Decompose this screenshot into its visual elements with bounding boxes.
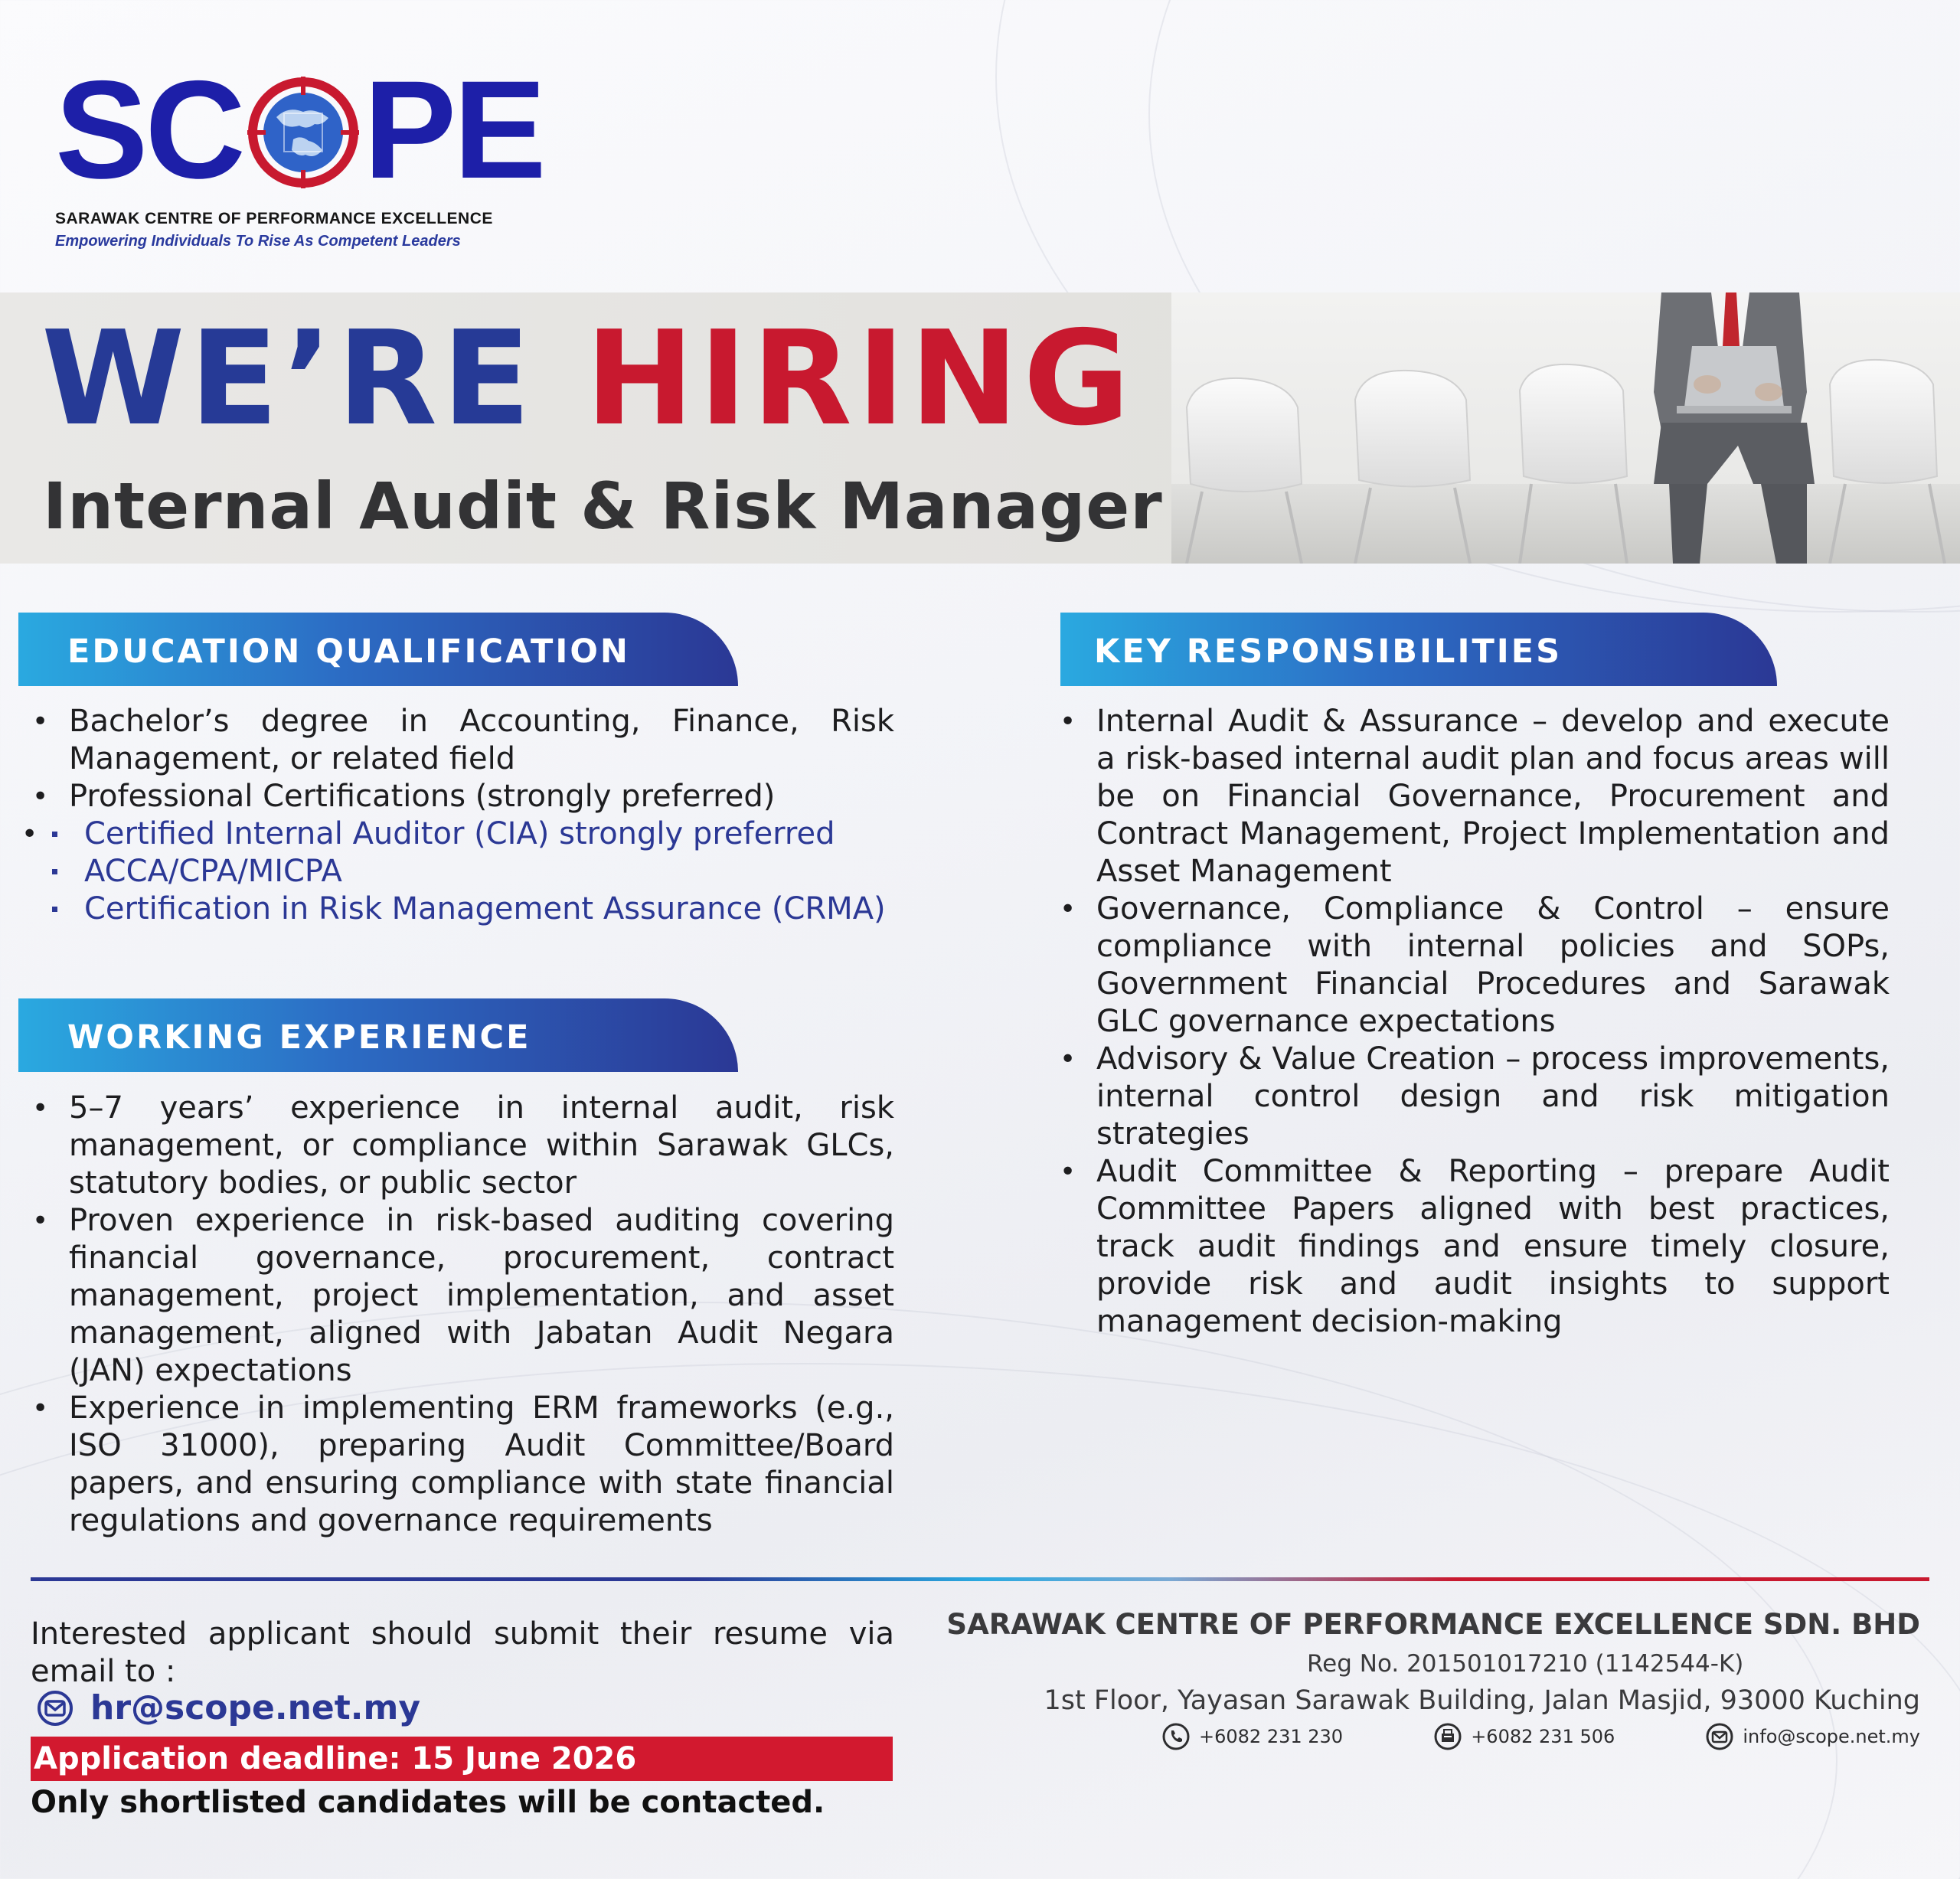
- experience-list: [21, 1090, 894, 1540]
- company-reg-no: Reg No. 201501017210 (1142544-K): [1307, 1650, 1744, 1678]
- apply-instructions: Interested applicant should submit their resume via email to :: [31, 1616, 894, 1689]
- logo-word-left: SC: [55, 51, 243, 208]
- sub-list-item: Certification in Risk Management Assurance (CRMA): [47, 890, 894, 928]
- certification-list: [47, 815, 894, 928]
- contact-phone[interactable]: [1162, 1723, 1343, 1750]
- hiring-headline-part2: HIRING: [585, 303, 1135, 455]
- list-item: • Audit Committee & Reporting – prepare Audit Committee Papers aligned with best practices, track audit findings and ensure timely closure, provide risk and audit insights to support management decision-making: [1049, 1153, 1890, 1341]
- list-item: • Bachelor’s degree in Accounting, Finance, Risk Management, or related field: [21, 703, 894, 778]
- list-item: • Professional Certifications (strongly preferred): [21, 778, 894, 815]
- list-item: • Experience in implementing ERM frameworks (e.g., ISO 31000), preparing Audit Committee/Board papers, and ensuring compliance with state financial regulations and governance requirements: [21, 1390, 894, 1540]
- application-deadline: Application deadline: 15 June 2026: [31, 1737, 893, 1781]
- experience-heading-label: WORKING EXPERIENCE: [67, 1018, 531, 1057]
- hiring-headline: [41, 303, 1135, 455]
- logo-tagline: Empowering Individuals To Rise As Competent Leaders: [55, 233, 461, 250]
- logo-full-name: SARAWAK CENTRE OF PERFORMANCE EXCELLENCE: [55, 210, 493, 227]
- list-item: • 5–7 years’ experience in internal audit, risk management, or compliance within Sarawak GLCs, statutory bodies, or public sector: [21, 1090, 894, 1202]
- mail-icon: [1706, 1723, 1733, 1750]
- list-item: • Governance, Compliance & Control – ensure compliance with internal policies and SOPs, Government Financial Procedures and Sarawak GLC governance expectations: [1049, 890, 1890, 1041]
- hiring-banner: [0, 292, 1960, 564]
- globe-icon: [246, 72, 361, 187]
- contact-row: [1162, 1723, 1920, 1750]
- position-title: Internal Audit & Risk Manager: [43, 469, 1163, 544]
- apply-email-row[interactable]: [37, 1688, 420, 1727]
- hiring-headline-part1: WE’RE: [41, 303, 536, 455]
- fax-icon: [1434, 1723, 1462, 1750]
- contact-email[interactable]: [1706, 1723, 1920, 1750]
- contact-phone-number: +6082 231 230: [1199, 1726, 1344, 1747]
- company-address: 1st Floor, Yayasan Sarawak Building, Jalan Masjid, 93000 Kuching: [1044, 1685, 1920, 1716]
- company-name: SARAWAK CENTRE OF PERFORMANCE EXCELLENCE SDN. BHD: [946, 1608, 1920, 1641]
- list-item: • Proven experience in risk-based auditing covering financial governance, procurement, contract management, project implementation, and asset management, aligned with Jabatan Audit Negara (JAN) expectations: [21, 1202, 894, 1390]
- education-list: [21, 703, 894, 928]
- businessman-photo: [1171, 292, 1960, 564]
- shortlist-note: Only shortlisted candidates will be contacted.: [31, 1785, 825, 1820]
- mail-icon: [37, 1690, 74, 1727]
- sub-list-item: ACCA/CPA/MICPA: [47, 853, 894, 890]
- phone-icon: [1162, 1723, 1190, 1750]
- list-item: • Internal Audit & Assurance – develop and execute a risk-based internal audit plan and focus areas will be on Financial Governance, Procurement and Contract Management, Project Implementation and Asset Management: [1049, 703, 1890, 890]
- contact-fax-number: +6082 231 506: [1471, 1726, 1615, 1747]
- contact-email-address: info@scope.net.my: [1743, 1726, 1920, 1747]
- logo-word-right: PE: [363, 51, 544, 208]
- logo-wordmark: [55, 51, 544, 208]
- contact-fax[interactable]: [1434, 1723, 1615, 1750]
- responsibilities-heading-label: KEY RESPONSIBILITIES: [1094, 632, 1563, 671]
- footer-divider: [31, 1577, 1929, 1581]
- responsibilities-heading: [1060, 613, 1777, 686]
- education-heading-label: EDUCATION QUALIFICATION: [67, 632, 630, 671]
- list-item: • Advisory & Value Creation – process improvements, internal control design and risk mitigation strategies: [1049, 1041, 1890, 1153]
- company-logo: [55, 51, 544, 250]
- education-heading: [18, 613, 738, 686]
- apply-email-link[interactable]: hr@scope.net.my: [90, 1688, 421, 1727]
- list-subgroup: [11, 815, 894, 928]
- responsibilities-list: [1049, 703, 1890, 1341]
- experience-heading: [18, 998, 738, 1072]
- sub-list-item: • Certified Internal Auditor (CIA) strongly preferred: [47, 815, 894, 853]
- company-info: [946, 1608, 1920, 1716]
